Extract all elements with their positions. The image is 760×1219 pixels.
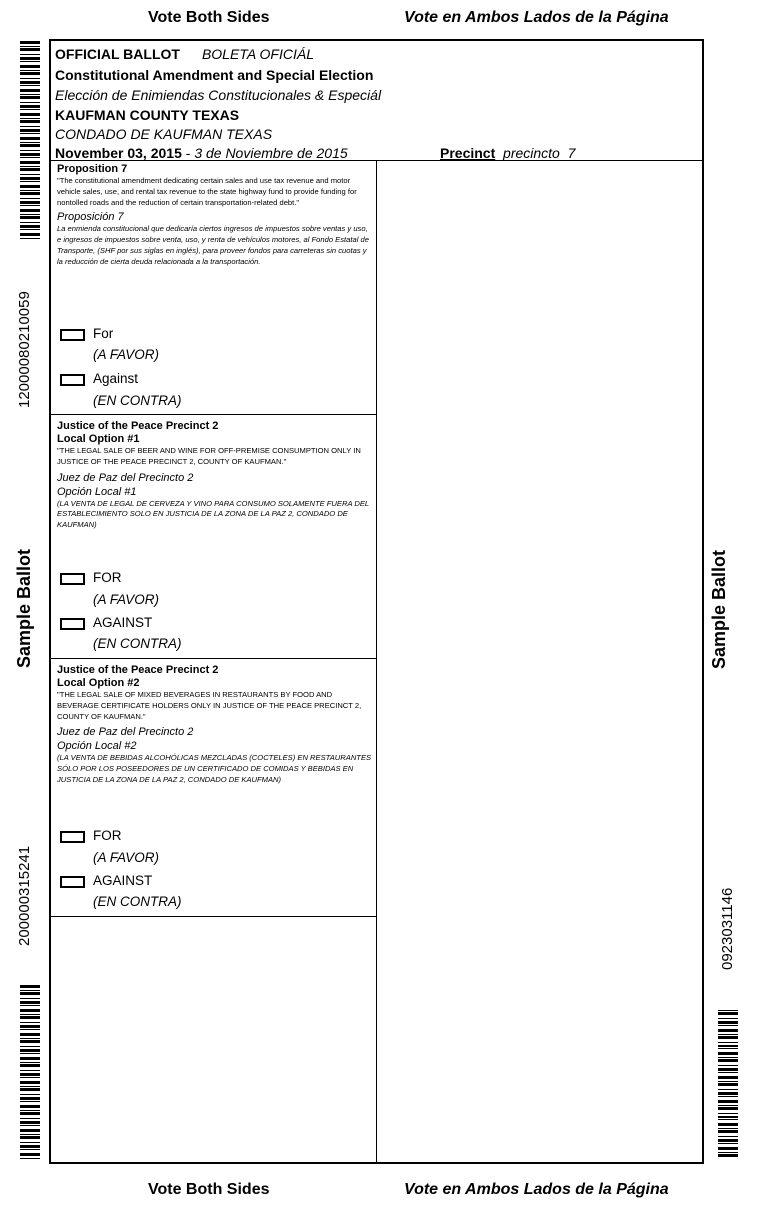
barcode-bar — [20, 118, 40, 119]
barcode-bar — [718, 1068, 738, 1071]
barcode-bar — [20, 41, 40, 44]
choice-label-es: (EN CONTRA) — [93, 393, 182, 408]
section-body: "THE LEGAL SALE OF BEER AND WINE FOR OFF-PREMISE CONSUMPTION ONLY IN JUSTICE OF THE PEACE PRECINCT 2, COUNTY OF KAUFMAN." — [57, 446, 361, 466]
local-option-1-section — [57, 420, 373, 531]
barcode-bar — [20, 94, 40, 95]
barcode-bar — [20, 1134, 40, 1135]
barcode-bar — [718, 1052, 738, 1055]
barcode-bar — [20, 1009, 40, 1012]
choice-label-es: (A FAVOR) — [93, 347, 160, 362]
barcode-bar — [20, 1153, 40, 1156]
barcode-bar — [20, 54, 40, 55]
barcode-bar — [20, 48, 40, 51]
barcode-bar — [20, 1014, 40, 1015]
barcode-bar — [718, 1029, 738, 1032]
barcode-bar — [718, 1130, 738, 1133]
barcode-bar — [20, 1062, 40, 1063]
barcode-bar — [20, 70, 40, 71]
section-title: Justice of the Peace Precinct 2 — [57, 420, 219, 432]
vote-ambos-lados-bottom: Vote en Ambos Lados de la Página — [404, 1181, 669, 1198]
barcode-bar — [718, 1057, 738, 1058]
barcode-bar — [718, 1059, 738, 1062]
barcode-bar — [20, 137, 40, 140]
barcode-bar — [718, 1048, 738, 1049]
barcode-left-top — [20, 41, 40, 241]
election-name-en: Constitutional Amendment and Special Election — [55, 67, 374, 83]
barcode-bar — [20, 153, 40, 156]
barcode-bar — [20, 1040, 40, 1043]
barcode-bar — [20, 150, 40, 151]
barcode-bar — [20, 61, 40, 62]
barcode-bar — [718, 1045, 738, 1048]
barcode-bar — [718, 1036, 738, 1039]
barcode-bar — [20, 233, 40, 236]
barcode-bar — [718, 1012, 738, 1015]
barcode-right — [718, 1010, 738, 1160]
vote-oval-for[interactable] — [60, 831, 85, 843]
barcode-bar — [20, 1033, 40, 1036]
barcode-bar — [20, 57, 40, 60]
barcode-bar — [718, 1042, 738, 1043]
barcode-bar — [20, 214, 40, 215]
column-divider — [376, 160, 377, 1164]
barcode-bar — [20, 1105, 40, 1108]
barcode-bar — [20, 161, 40, 164]
proposition-7-section — [57, 163, 373, 268]
vote-oval-for[interactable] — [60, 573, 85, 585]
barcode-bar — [718, 1010, 738, 1011]
vote-oval-for[interactable] — [60, 329, 85, 341]
choice-label-es: (EN CONTRA) — [93, 894, 182, 909]
right-number: 0923031146 — [719, 887, 736, 970]
precinct-label: Precinct — [440, 145, 496, 161]
section-subtitle-es: Opción Local #2 — [57, 740, 137, 753]
barcode-bar — [20, 113, 40, 116]
barcode-bar — [20, 229, 40, 230]
barcode-bar — [20, 133, 40, 134]
choice-label: FOR — [93, 828, 122, 843]
barcode-bar — [20, 209, 40, 212]
vote-both-sides-top: Vote Both Sides — [148, 9, 270, 26]
barcode-bar — [20, 1112, 40, 1115]
barcode-bar — [718, 1025, 738, 1026]
barcode-bar — [20, 65, 40, 68]
barcode-bar — [20, 102, 40, 103]
section-divider — [49, 658, 377, 659]
barcode-bar — [20, 1057, 40, 1060]
section-body: "THE LEGAL SALE OF MIXED BEVERAGES IN RESTAURANTS BY FOOD AND BEVERAGE CERTIFICATE HOLDERS ONLY IN JUSTICE OF THE PEACE PRECINCT 2, COUNTY OF KAUFMAN." — [57, 690, 362, 721]
precinct-number: 7 — [567, 145, 576, 161]
barcode-bar — [20, 1129, 40, 1132]
barcode-bar — [718, 1128, 738, 1129]
barcode-bar — [718, 1092, 738, 1095]
barcode-bar — [718, 1136, 738, 1137]
barcode-bar — [20, 1077, 40, 1078]
barcode-bar — [20, 205, 40, 206]
barcode-bar — [20, 168, 40, 171]
barcode-bar — [20, 1022, 40, 1023]
barcode-bar — [20, 1094, 40, 1095]
date-es: 3 de Noviembre de 2015 — [194, 145, 348, 161]
local-option-2-section — [57, 664, 373, 786]
barcode-bar — [20, 1101, 40, 1102]
barcode-bar — [718, 1021, 738, 1024]
barcode-bar — [20, 222, 40, 223]
barcode-bar — [20, 225, 40, 228]
section-title-es: Juez de Paz del Precincto 2 — [57, 726, 194, 739]
barcode-bar — [20, 1064, 40, 1067]
barcode-bar — [20, 1088, 40, 1091]
vote-oval-against[interactable] — [60, 876, 85, 888]
barcode-bar — [718, 1113, 738, 1114]
barcode-bar — [20, 238, 40, 239]
barcode-bar — [20, 1001, 40, 1004]
barcode-bar — [718, 1105, 738, 1106]
barcode-bar — [20, 216, 40, 219]
barcode-bar — [20, 1005, 40, 1006]
barcode-bar — [20, 177, 40, 180]
sample-ballot-right: Sample Ballot — [709, 549, 729, 669]
choice-label: Against — [93, 371, 139, 386]
barcode-bar — [20, 1046, 40, 1047]
election-date — [55, 145, 348, 161]
barcode-bar — [20, 126, 40, 127]
section-divider — [49, 414, 377, 415]
section-divider — [49, 916, 377, 917]
barcode-bar — [20, 1158, 40, 1159]
barcode-bar — [20, 1086, 40, 1087]
barcode-bar — [20, 181, 40, 182]
barcode-bar — [20, 89, 40, 92]
barcode-bar — [20, 1121, 40, 1124]
section-body-es: La enmienda constitucional que dedicaría ciertos ingresos de impuestos sobre ventas y uso, e ingresos de impuestos sobre venta, uso, y renta de vehículos motores, al Fondo Estatal de Transporte, (SHF por sus siglas en inglés), para proveer fondos para carreteras sin cuotas y la reducción de cierta deuda relacionada a la transportación. — [57, 224, 369, 266]
barcode-bar — [718, 1143, 738, 1144]
barcode-bar — [20, 1025, 40, 1028]
barcode-bar — [20, 1125, 40, 1126]
barcode-bar — [20, 85, 40, 86]
barcode-bar — [718, 1123, 738, 1126]
barcode-bar — [20, 72, 40, 75]
boleta-oficial: BOLETA OFICIÁL — [201, 46, 314, 62]
barcode-bar — [20, 81, 40, 84]
barcode-bar — [20, 157, 40, 158]
barcode-bar — [20, 1136, 40, 1139]
barcode-bar — [20, 998, 40, 999]
barcode-bar — [20, 985, 40, 988]
section-body-es: (LA VENTA DE BEBIDAS ALCOHÓLICAS MEZCLADAS (COCTELES) EN RESTAURANTES SÓLO POR LOS POSEEDORES DE UN CERTIFICADO DE COMIDAS Y BEBIDAS EN JUSTICIA DE LA ZONA DE LA PAZ 2, CONDADO DE KAUFMAN) — [57, 753, 372, 784]
choice-label: For — [93, 326, 114, 341]
barcode-left-bottom — [20, 985, 40, 1160]
sample-ballot-left: Sample Ballot — [14, 548, 34, 668]
barcode-bar — [718, 1034, 738, 1035]
section-title: Proposition 7 — [57, 163, 128, 175]
vote-ambos-lados-top: Vote en Ambos Lados de la Página — [404, 9, 669, 26]
choice-label-es: (A FAVOR) — [93, 850, 160, 865]
barcode-bar — [20, 1145, 40, 1148]
official-ballot: OFFICIAL BALLOT — [55, 46, 180, 62]
barcode-bar — [718, 1072, 738, 1073]
barcode-bar — [20, 198, 40, 199]
barcode-bar — [20, 185, 40, 188]
precinct-es: precincto — [503, 145, 560, 161]
barcode-bar — [20, 1070, 40, 1071]
barcode-bar — [20, 1142, 40, 1143]
barcode-bar — [20, 1029, 40, 1030]
section-title-es: Juez de Paz del Precincto 2 — [57, 471, 194, 484]
barcode-bar — [20, 105, 40, 108]
choice-label-es: (EN CONTRA) — [93, 636, 182, 651]
barcode-bar — [718, 1154, 738, 1157]
barcode-bar — [718, 1116, 738, 1119]
barcode-bar — [718, 1147, 738, 1150]
barcode-bar — [20, 992, 40, 995]
barcode-bar — [20, 1081, 40, 1084]
barcode-bar — [718, 1096, 738, 1097]
barcode-bar — [718, 1081, 738, 1082]
vote-both-sides-bottom: Vote Both Sides — [148, 1181, 270, 1198]
left-number-top: 12000080210059 — [16, 291, 33, 408]
barcode-bar — [20, 1053, 40, 1054]
barcode-bar — [20, 96, 40, 99]
section-subtitle-es: Opción Local #1 — [57, 485, 137, 498]
precinct-line — [440, 145, 575, 161]
barcode-bar — [20, 1073, 40, 1076]
barcode-bar — [20, 1049, 40, 1052]
barcode-bar — [20, 109, 40, 110]
barcode-bar — [718, 1089, 738, 1090]
barcode-bar — [20, 1110, 40, 1111]
choice-label: AGAINST — [93, 615, 153, 630]
barcode-bar — [20, 1149, 40, 1150]
barcode-bar — [20, 174, 40, 175]
barcode-bar — [20, 990, 40, 991]
barcode-bar — [20, 142, 40, 143]
barcode-bar — [718, 1018, 738, 1019]
county-name-en: KAUFMAN COUNTY TEXAS — [55, 107, 240, 123]
barcode-bar — [20, 1118, 40, 1119]
section-subtitle: Local Option #2 — [57, 677, 140, 689]
section-body: "The constitutional amendment dedicating certain sales and use tax revenue and motor vehicle sales, use, and rental tax revenue to the state highway fund to provide funding for nontolled roads and the reduction of certain transportation-related debt." — [57, 176, 357, 207]
barcode-bar — [20, 46, 40, 47]
barcode-bar — [718, 1119, 738, 1120]
section-title-es: Proposición 7 — [57, 211, 124, 224]
election-name-es: Elección de Enimiendas Constitucionales & Especiál — [55, 87, 382, 103]
barcode-bar — [718, 1100, 738, 1103]
barcode-bar — [718, 1065, 738, 1066]
section-body-es: (LA VENTA DE LEGAL DE CERVEZA Y VINO PARA CONSUMO SOLAMENTE FUERA DEL ESTABLECIMIENTO SOLO EN JUSTICIA DE LA ZONA DE LA PAZ 2, CONDADO DE KAUFMAN) — [57, 498, 369, 530]
choice-label-es: (A FAVOR) — [93, 592, 160, 607]
vote-oval-against[interactable] — [60, 618, 85, 630]
choice-label: FOR — [93, 570, 122, 585]
barcode-bar — [20, 129, 40, 132]
barcode-bar — [20, 166, 40, 167]
barcode-bar — [20, 190, 40, 191]
barcode-bar — [718, 1152, 738, 1153]
barcode-bar — [20, 1016, 40, 1019]
choice-label: AGAINST — [93, 873, 153, 888]
ballot-title-line — [55, 45, 314, 64]
barcode-bar — [20, 201, 40, 204]
barcode-bar — [20, 120, 40, 123]
vote-oval-against[interactable] — [60, 374, 85, 386]
date-separator: - — [181, 145, 195, 161]
section-title: Justice of the Peace Precinct 2 — [57, 664, 219, 676]
section-subtitle: Local Option #1 — [57, 433, 140, 445]
barcode-bar — [718, 1076, 738, 1079]
left-number-bottom: 200000315241 — [16, 845, 33, 946]
barcode-bar — [20, 1038, 40, 1039]
barcode-bar — [20, 78, 40, 79]
barcode-bar — [718, 1107, 738, 1110]
barcode-bar — [20, 192, 40, 195]
barcode-bar — [20, 1097, 40, 1100]
county-name-es: CONDADO DE KAUFMAN TEXAS — [55, 126, 273, 142]
barcode-bar — [718, 1083, 738, 1086]
date-en: November 03, 2015 — [55, 145, 182, 161]
barcode-bar — [20, 144, 40, 147]
barcode-bar — [718, 1139, 738, 1142]
